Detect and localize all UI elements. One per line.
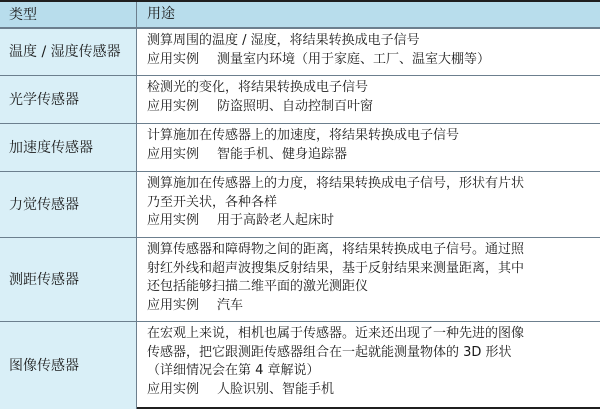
example-label: 应用实例: [147, 98, 200, 114]
example-value: 用于高龄老人起床时: [217, 213, 335, 228]
use-description-line: 测算施加在传感器上的力度，将结果转换成电子信号，形状有片状: [147, 176, 525, 191]
use-description-line: 检测光的变化，将结果转换成电子信号: [147, 80, 369, 95]
example-value: 测量室内环境（用于家庭、工厂、温室大棚等）: [217, 51, 491, 67]
use-description-line: 测算传感器和障碍物之间的距离，将结果转换成电子信号。通过照: [147, 242, 525, 257]
use-description-line: 射红外线和超声波搜集反射结果，基于反射结果来测量距离，其中: [147, 260, 525, 276]
example-line: [147, 212, 592, 231]
example-line: [147, 381, 592, 400]
use-description-line: 在宏观上来说，相机也属于传感器。近来还出现了一种先进的图像: [147, 326, 525, 341]
use-description-line: 还包括能够扫描二维平面的激光测距仪: [147, 279, 369, 294]
example-value: 防盗照明、自动控制百叶窗: [217, 98, 374, 114]
table-row-acceleration: [0, 123, 600, 171]
example-label: 应用实例: [147, 297, 200, 313]
sensor-use-cell: [137, 29, 600, 75]
table-header-row: [0, 2, 600, 28]
table-row-temperature-humidity: [0, 28, 600, 75]
sensor-type-cell: 力觉传感器: [0, 172, 136, 237]
example-label: 应用实例: [147, 381, 200, 397]
example-line: [147, 51, 592, 70]
sensor-type-cell: 温度 / 湿度传感器: [0, 29, 136, 75]
example-value: 人脸识别、智能手机: [217, 381, 335, 397]
table-row-image: [0, 321, 600, 409]
example-label: 应用实例: [147, 213, 200, 228]
header-use-cell: 用途: [147, 6, 175, 23]
sensor-type-cell: 图像传感器: [0, 322, 136, 409]
example-line: [147, 98, 592, 117]
header-type-cell: 类型: [9, 6, 37, 23]
use-description-line: 计算施加在传感器上的加速度，将结果转换成电子信号: [147, 128, 460, 143]
example-value: 智能手机、健身追踪器: [217, 146, 348, 162]
sensor-type-cell: 光学传感器: [0, 76, 136, 123]
table-row-force: [0, 171, 600, 237]
sensor-type-cell: 测距传感器: [0, 238, 136, 321]
table-row-optical: [0, 75, 600, 123]
example-label: 应用实例: [147, 146, 200, 162]
example-label: 应用实例: [147, 51, 200, 67]
sensor-use-cell: [137, 124, 600, 171]
table-row-distance: [0, 237, 600, 321]
example-line: [147, 297, 592, 316]
use-description-line: 乃至开关状，各种各样: [147, 194, 278, 210]
sensor-use-cell: [137, 238, 600, 321]
sensor-use-cell: [137, 322, 600, 409]
use-description-line: （详细情况会在第 4 章解说）: [147, 363, 320, 378]
sensor-use-cell: [137, 172, 600, 237]
sensor-use-cell: [137, 76, 600, 123]
example-value: 汽车: [217, 297, 244, 313]
example-line: [147, 146, 592, 165]
sensor-type-cell: 加速度传感器: [0, 124, 136, 171]
use-description-line: 测算周围的温度 / 湿度，将结果转换成电子信号: [147, 33, 420, 48]
use-description-line: 传感器，把它跟测距传感器组合在一起就能测量物体的 3D 形状: [147, 344, 512, 360]
